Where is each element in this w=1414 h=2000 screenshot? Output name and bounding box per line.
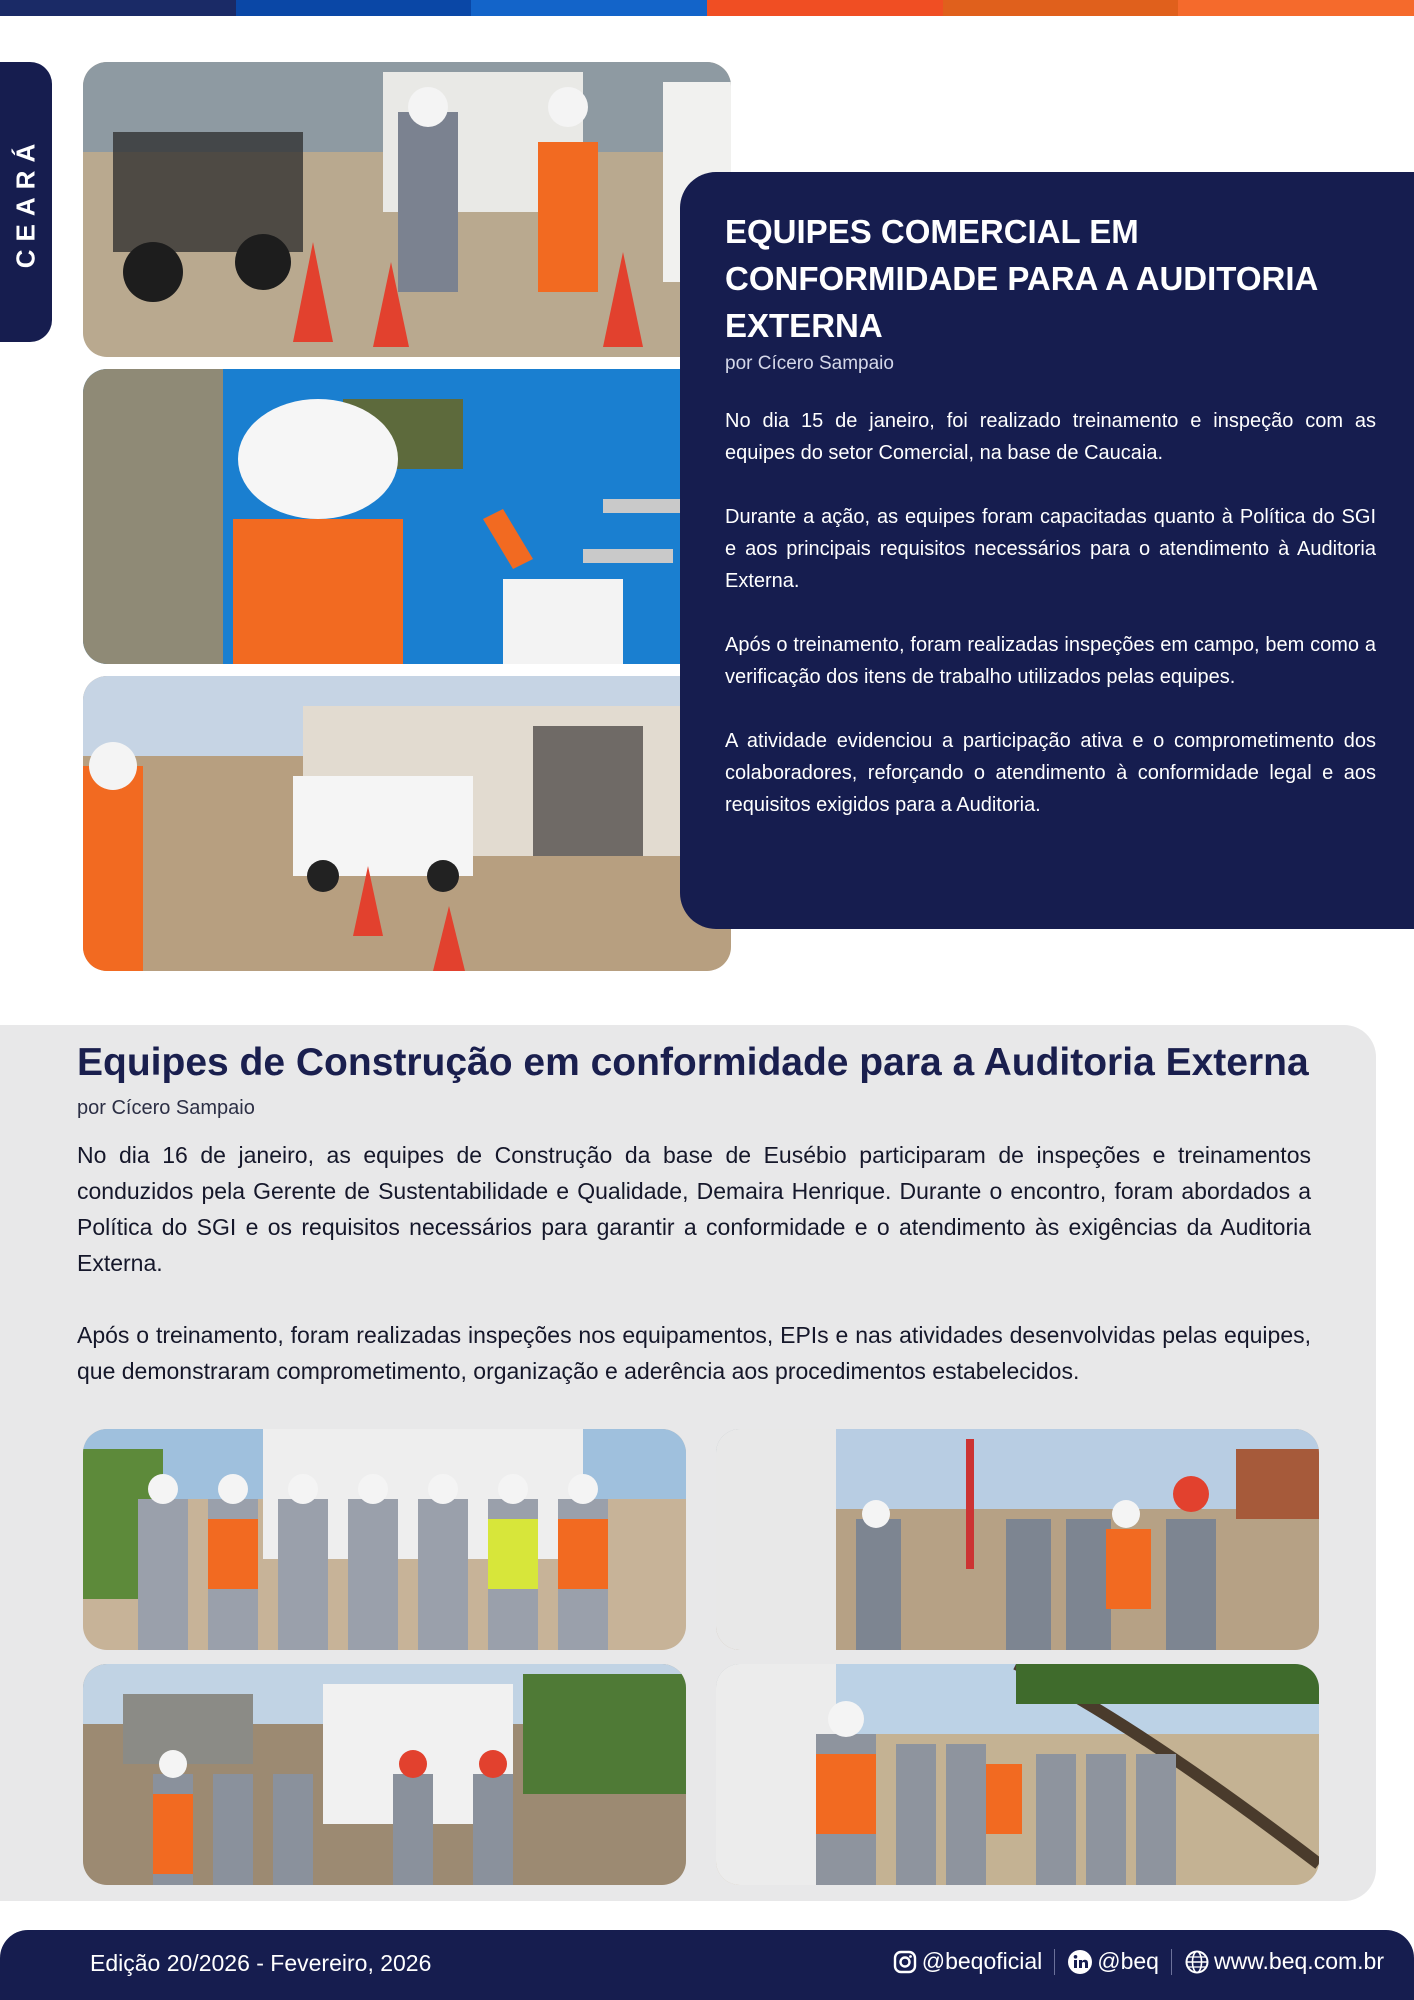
edition-label: Edição 20/2026 - Fevereiro, 2026 (90, 1950, 432, 1976)
linkedin-icon (1067, 1949, 1093, 1975)
article-paragraph: A atividade evidenciou a participação ativa e o comprometimento dos colaboradores, reforçando o atendimento à conformidade legal e aos requisitos exigidos para a Auditoria. (725, 730, 1376, 816)
article-paragraph: No dia 16 de janeiro, as equipes de Construção da base de Eusébio participaram de inspeções e treinamentos conduzidos pela Gerente de Sustentabilidade e Qualidade, Demaira Henrique. Durante o encontro, foram abordados a Política do SGI e os requisitos necessários para garantir a conformidade e o atendimento às exigências da Auditoria Externa. (77, 1142, 1311, 1276)
article-paragraph: No dia 15 de janeiro, foi realizado treinamento e inspeção com as equipes do setor Comercial, na base de Caucaia. (725, 410, 1376, 464)
photo-construction-team-talk (716, 1664, 1319, 1885)
instagram-handle: @beqoficial (921, 1948, 1043, 1974)
color-segment (236, 0, 472, 16)
footer-divider (1054, 1949, 1055, 1975)
footer-bar (0, 1930, 1414, 2000)
article-construction-body (77, 1137, 1311, 1425)
website-url: www.beq.com.br (1213, 1948, 1384, 1974)
color-segment (943, 0, 1179, 16)
instagram-icon (892, 1949, 918, 1975)
top-color-bar (0, 0, 1414, 16)
article-paragraph: Durante a ação, as equipes foram capacitadas quanto à Política do SGI e aos principais requisitos necessários para o atendimento à Auditoria Externa. (725, 506, 1376, 592)
photo-vehicle-street (83, 676, 731, 971)
photo-commercial-team-field (83, 62, 731, 357)
color-segment (0, 0, 236, 16)
photo-construction-team-group (83, 1429, 686, 1650)
color-segment (471, 0, 707, 16)
website-link[interactable] (1184, 1948, 1384, 1975)
article-commercial-box (680, 172, 1414, 929)
footer-divider (1171, 1949, 1172, 1975)
article-construction-byline: por Cícero Sampaio (77, 1097, 255, 1119)
region-label: CEARÁ (10, 135, 41, 269)
article-construction-title: Equipes de Construção em conformidade para a Auditoria Externa (77, 1041, 1309, 1084)
photo-construction-worksite (716, 1429, 1319, 1650)
instagram-link[interactable] (892, 1948, 1043, 1975)
region-tab (0, 62, 52, 342)
photo-construction-briefing (83, 1664, 686, 1885)
color-segment (707, 0, 943, 16)
globe-icon (1184, 1949, 1210, 1975)
article-commercial-byline: por Cícero Sampaio (725, 353, 894, 374)
linkedin-link[interactable] (1067, 1948, 1159, 1975)
color-segment (1178, 0, 1414, 16)
social-links (892, 1948, 1384, 1975)
photo-equipment-inspection (83, 369, 731, 664)
linkedin-handle: @beq (1097, 1948, 1159, 1974)
article-paragraph: Após o treinamento, foram realizadas inspeções nos equipamentos, EPIs e nas atividades desenvolvidas pelas equipes, que demonstraram comprometimento, organização e aderência aos procedimentos estabelecidos. (77, 1322, 1311, 1384)
article-paragraph: Após o treinamento, foram realizadas inspeções em campo, bem como a verificação dos itens de trabalho utilizados pelas equipes. (725, 634, 1376, 688)
article-commercial-title: EQUIPES COMERCIAL EM CONFORMIDADE PARA A AUDITORIA EXTERNA (725, 213, 1318, 344)
